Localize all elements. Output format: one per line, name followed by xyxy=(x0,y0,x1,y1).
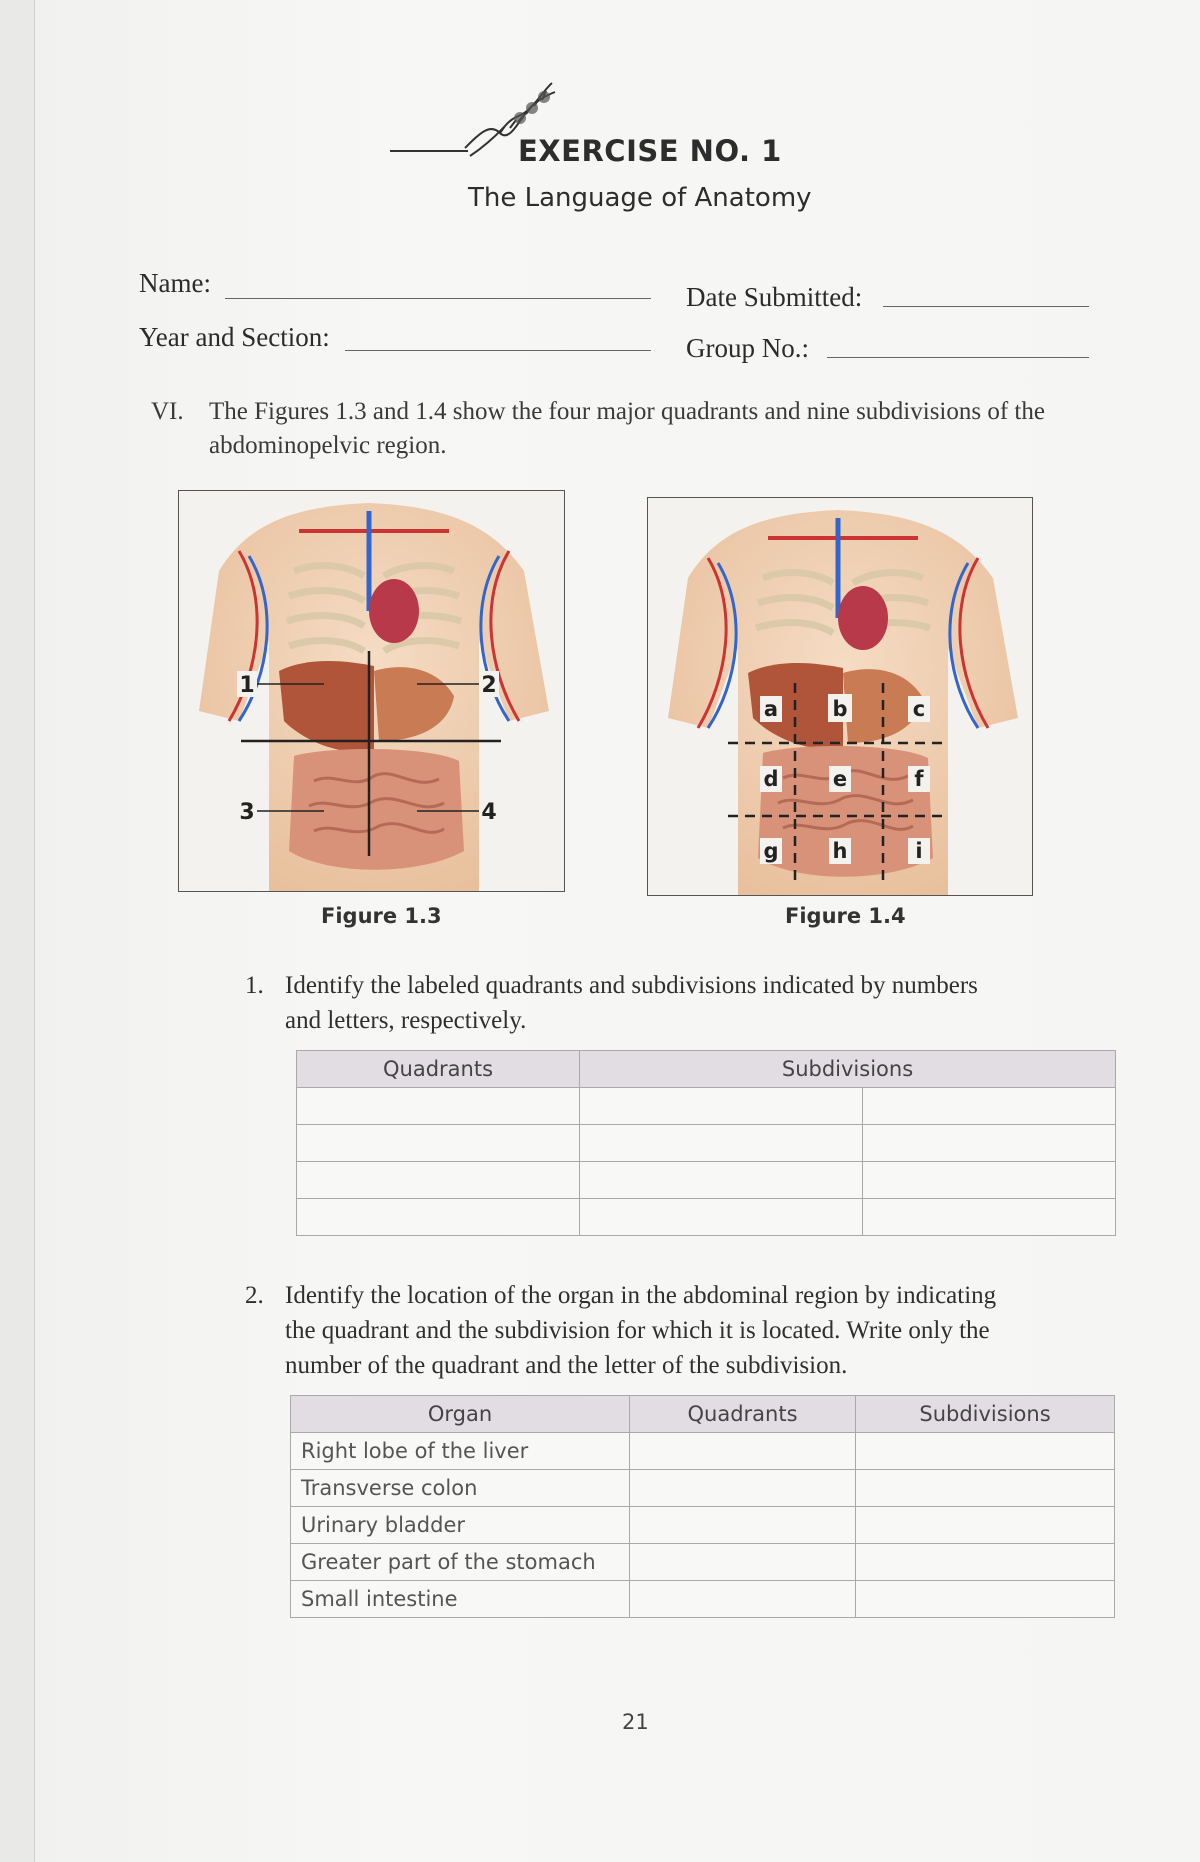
question-1 xyxy=(245,968,1145,1040)
organ-cell: Greater part of the stomach xyxy=(291,1544,630,1581)
year-section-line[interactable] xyxy=(345,350,651,351)
quadrant-label-4: 4 xyxy=(481,800,497,825)
figure-1-4 xyxy=(647,497,1033,896)
group-no-field xyxy=(686,333,809,364)
table-row xyxy=(297,1162,1116,1199)
subdivision-label-f: f xyxy=(914,767,924,791)
title-rule xyxy=(390,150,468,152)
figure-1-4-caption: Figure 1.4 xyxy=(785,904,906,928)
quadrant-label-3: 3 xyxy=(239,800,255,825)
name-field xyxy=(139,268,211,299)
subdivision-answer-cell[interactable] xyxy=(856,1581,1115,1618)
name-line[interactable] xyxy=(225,298,651,299)
group-no-line[interactable] xyxy=(827,357,1089,358)
quadrant-label-1: 1 xyxy=(239,673,255,698)
table-row xyxy=(291,1507,1115,1544)
question-1-line-2: and letters, respectively. xyxy=(285,1007,527,1034)
quadrants-header: Quadrants xyxy=(630,1396,856,1433)
torso-regions-illustration xyxy=(648,498,1032,895)
answer-cell[interactable] xyxy=(863,1125,1116,1162)
organ-cell: Transverse colon xyxy=(291,1470,630,1507)
quadrant-answer-cell[interactable] xyxy=(630,1507,856,1544)
date-submitted-line[interactable] xyxy=(883,306,1089,307)
table-row xyxy=(291,1581,1115,1618)
subdivision-answer-cell[interactable] xyxy=(856,1433,1115,1470)
subdivision-answer-cell[interactable] xyxy=(856,1507,1115,1544)
group-no-label: Group No.: xyxy=(686,333,809,363)
question-2-number: 2. xyxy=(245,1282,264,1309)
subdivision-label-a: a xyxy=(763,697,779,721)
table-row xyxy=(291,1433,1115,1470)
quadrant-answer-cell[interactable] xyxy=(630,1581,856,1618)
subdivision-answer-cell[interactable] xyxy=(856,1544,1115,1581)
answer-cell[interactable] xyxy=(863,1199,1116,1236)
subdivisions-header: Subdivisions xyxy=(856,1396,1115,1433)
answer-cell[interactable] xyxy=(297,1125,580,1162)
subdivision-label-h: h xyxy=(832,839,848,863)
year-section-field xyxy=(139,322,330,353)
question-2-line-2: the quadrant and the subdivision for which it is located. Write only the xyxy=(285,1317,990,1344)
subdivision-answer-cell[interactable] xyxy=(856,1470,1115,1507)
figure-1-3 xyxy=(178,490,565,892)
answer-cell[interactable] xyxy=(863,1088,1116,1125)
table-header-row xyxy=(297,1051,1116,1088)
table-row xyxy=(297,1088,1116,1125)
subdivision-label-i: i xyxy=(915,839,923,863)
question-2-line-3: number of the quadrant and the letter of the subdivision. xyxy=(285,1352,848,1379)
organ-cell: Right lobe of the liver xyxy=(291,1433,630,1470)
quadrants-header: Quadrants xyxy=(297,1051,580,1088)
subdivision-label-g: g xyxy=(763,839,779,863)
organ-location-table xyxy=(290,1395,1115,1618)
table-row xyxy=(297,1199,1116,1236)
exercise-subtitle: The Language of Anatomy xyxy=(468,183,812,213)
organ-cell: Small intestine xyxy=(291,1581,630,1618)
subdivision-label-e: e xyxy=(832,767,848,791)
table-row xyxy=(291,1470,1115,1507)
organ-cell: Urinary bladder xyxy=(291,1507,630,1544)
date-submitted-field xyxy=(686,282,862,313)
section-number: VI. xyxy=(151,398,184,425)
answer-cell[interactable] xyxy=(863,1162,1116,1199)
quadrant-answer-cell[interactable] xyxy=(630,1544,856,1581)
subdivisions-header: Subdivisions xyxy=(580,1051,1116,1088)
figure-1-3-caption: Figure 1.3 xyxy=(321,904,442,928)
quadrant-label-2: 2 xyxy=(481,673,497,698)
question-2-line-1: Identify the location of the organ in the abdominal region by indicating xyxy=(285,1282,997,1309)
answer-cell[interactable] xyxy=(580,1088,863,1125)
question-1-line-1: Identify the labeled quadrants and subdivisions indicated by numbers xyxy=(285,972,978,999)
exercise-header xyxy=(390,78,910,228)
answer-cell[interactable] xyxy=(297,1199,580,1236)
quadrant-answer-cell[interactable] xyxy=(630,1470,856,1507)
answer-cell[interactable] xyxy=(297,1162,580,1199)
answer-cell[interactable] xyxy=(580,1125,863,1162)
workbook-page xyxy=(34,0,1200,1862)
question-2 xyxy=(245,1278,1145,1386)
subdivision-label-c: c xyxy=(912,697,926,721)
table-row xyxy=(291,1544,1115,1581)
answer-cell[interactable] xyxy=(580,1199,863,1236)
subdivision-label-b: b xyxy=(832,697,848,721)
quadrant-answer-cell[interactable] xyxy=(630,1433,856,1470)
quadrants-subdivisions-table xyxy=(296,1050,1116,1236)
answer-cell[interactable] xyxy=(297,1088,580,1125)
question-1-number: 1. xyxy=(245,972,264,999)
answer-cell[interactable] xyxy=(580,1162,863,1199)
page-number: 21 xyxy=(622,1710,649,1734)
exercise-title: EXERCISE NO. 1 xyxy=(518,134,782,168)
table-header-row xyxy=(291,1396,1115,1433)
table-row xyxy=(297,1125,1116,1162)
date-submitted-label: Date Submitted: xyxy=(686,282,863,312)
subdivision-label-d: d xyxy=(763,767,779,791)
organ-header: Organ xyxy=(291,1396,630,1433)
section-intro-text: The Figures 1.3 and 1.4 show the four major quadrants and nine subdivisions of the abdominopelvic region. xyxy=(209,398,1045,459)
year-section-label: Year and Section: xyxy=(139,322,330,352)
name-label: Name: xyxy=(139,268,211,298)
torso-illustration xyxy=(179,491,564,891)
